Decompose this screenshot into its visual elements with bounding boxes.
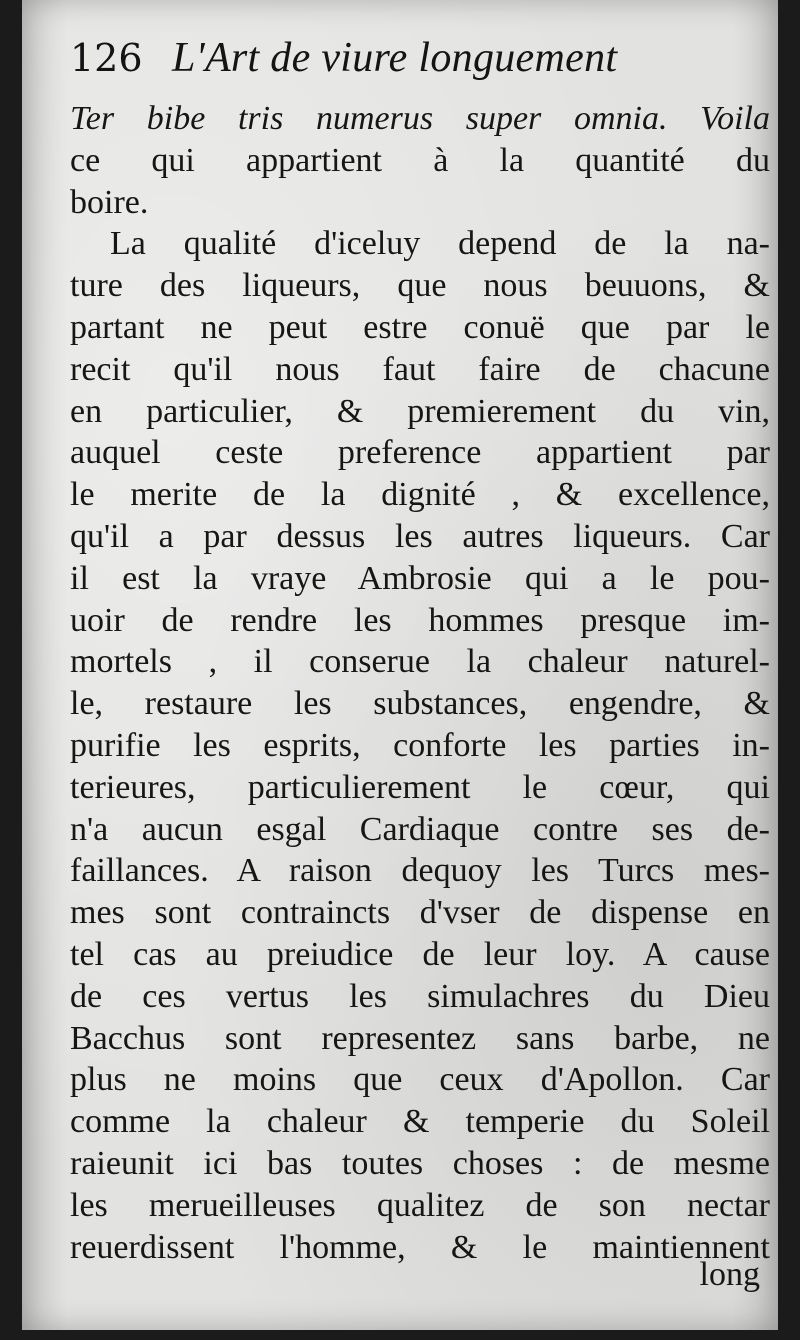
text-line: il est la vraye Ambrosie qui a le pou-	[70, 559, 770, 597]
text-line: mortels , il conserue la chaleur naturel-	[70, 643, 770, 681]
text-line: les merueilleuses qualitez de son nectar	[70, 1186, 770, 1224]
text-line: qu'il a par dessus les autres liqueurs. Car	[70, 517, 770, 555]
text-line: auquel ceste preference appartient par	[70, 434, 770, 472]
text-line: en particulier, & premierement du vin,	[70, 392, 770, 430]
text-line: n'a aucun esgal Cardiaque contre ses de-	[70, 810, 770, 848]
text-line: le, restaure les substances, engendre, &	[70, 685, 770, 723]
text-line: faillances. A raison dequoy les Turcs mes-	[70, 852, 770, 890]
text-line: ture des liqueurs, que nous beuuons, &	[70, 267, 770, 305]
text-line: le merite de la dignité , & excellence,	[70, 476, 770, 514]
text-line: tel cas au preiudice de leur loy. A cause	[70, 935, 770, 973]
text-line: reuerdissent l'homme, & le maintiennent	[70, 1228, 770, 1266]
text-line: mes sont contraincts d'vser de dispense en	[70, 894, 770, 932]
text-line: uoir de rendre les hommes presque im-	[70, 601, 770, 639]
text-line: purifie les esprits, conforte les parties in-	[70, 726, 770, 764]
text-line: de ces vertus les simulachres du Dieu	[70, 977, 770, 1015]
text-line: terieures, particulierement le cœur, qui	[70, 768, 770, 806]
text-line: La qualité d'iceluy depend de la na-	[110, 225, 770, 263]
catchword: long	[699, 1256, 760, 1293]
text-line: partant ne peut estre conuë que par le	[70, 308, 770, 346]
text-line: Bacchus sont representez sans barbe, ne	[70, 1019, 770, 1057]
text-line: ce qui appartient à la quantité du	[70, 141, 770, 179]
page-number: 126	[70, 36, 143, 80]
text-line: comme la chaleur & temperie du Soleil	[70, 1103, 770, 1141]
text-line: Ter bibe tris numerus super omnia. Voila	[70, 100, 770, 137]
page-header	[70, 34, 770, 92]
text-line: raieunit ici bas toutes choses : de mesme	[70, 1144, 770, 1182]
text-line: recit qu'il nous faut faire de chacune	[70, 350, 770, 388]
running-title: L'Art de viure longuement	[172, 35, 618, 81]
book-page	[22, 0, 778, 1330]
body-text	[70, 98, 770, 1268]
text-line: plus ne moins que ceux d'Apollon. Car	[70, 1061, 770, 1099]
text-line: boire.	[70, 183, 149, 221]
